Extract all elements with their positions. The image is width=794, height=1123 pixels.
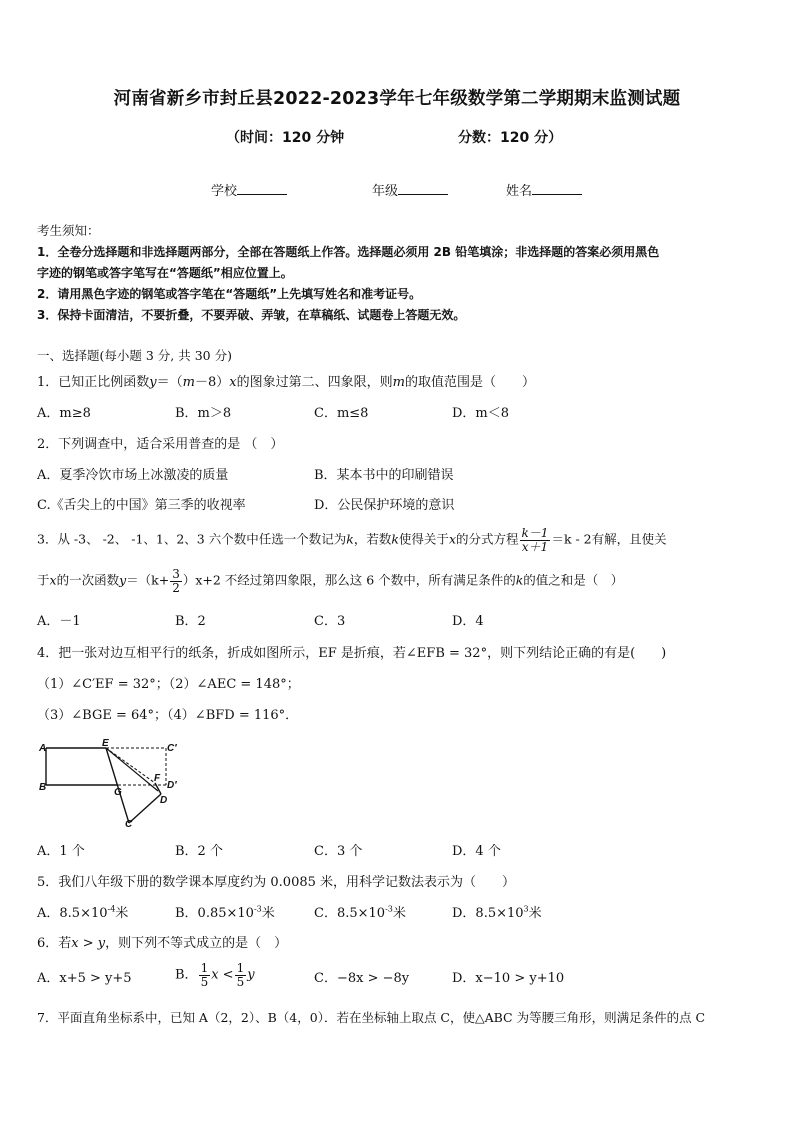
q5-option-c: C．$8.5\times 10^{-3}$米: [314, 904, 406, 921]
q4-option-b: B．2 个: [175, 844, 223, 859]
q4-point-label-b: B: [39, 782, 47, 793]
time-label: （时间：120 分钟: [226, 130, 345, 146]
q4-point-label-c-prime: C′: [167, 743, 177, 754]
q4-point-label-f: F: [154, 773, 161, 784]
q1-option-c: C．m≤8: [314, 406, 369, 421]
q4-folded-strip-figure: [36, 738, 186, 830]
name-blank: [532, 182, 582, 195]
q6-option-a: A．x+5 > y+5: [37, 971, 132, 986]
q6-option-d: D．x−10 > y+10: [452, 971, 565, 986]
q6-stem: 6．若x > y，则下列不等式成立的是（ ）: [37, 936, 288, 951]
q5-option-b: B．$0.85\times 10^{-3}$米: [175, 904, 275, 921]
q6-option-b: B． $\frac{1}{5}$ x < $\frac{1}{5}$ y: [175, 961, 255, 989]
q4-point-label-e: E: [102, 738, 109, 749]
q4-point-label-d-prime: D′: [167, 780, 177, 791]
school-blank: [237, 182, 287, 195]
q4-statement-1-2: （1）∠C′EF = 32°；（2）∠AEC = 148°；: [37, 677, 300, 692]
q1-option-d: D．m＜8: [452, 406, 510, 421]
q4-point-label-d: D: [160, 795, 168, 806]
grade-blank: [398, 182, 448, 195]
q3-line-1: 3．从 -3、 -2、 -1、1、2、3 六个数中任选一个数记为k，若数k使得关于x的分式方程 $\frac{k-1}{x+1}$ ＝k - 2有解，且使关: [37, 526, 667, 554]
notice-item-1: 1．全卷分选择题和非选择题两部分，全部在答题纸上作答。选择题必须用 2B 铅笔填涂；非选择题的答案必须用黑色: [37, 245, 660, 259]
q3-line-2: 于x的一次函数y＝（k+ $\frac{3}{2}$ ）x+2 不经过第四象限，那么这 6 个数中，所有满足条件的k的值之和是（ ）: [37, 567, 624, 595]
school-label: 学校: [211, 184, 238, 199]
grade-label: 年级: [372, 184, 399, 199]
q2-option-c: C.《舌尖上的中国》第三季的收视率: [37, 498, 246, 513]
school-field: [211, 182, 287, 200]
q4-option-c: C．3 个: [314, 844, 363, 859]
name-field: [506, 182, 582, 200]
q4-point-label-g: G: [114, 787, 122, 798]
q3-option-c: C．3: [314, 614, 346, 629]
q3-option-d: D．4: [452, 614, 484, 629]
q5-option-d: D．$8.5\times 10^3$米: [452, 904, 542, 921]
notice-heading: 考生须知：: [37, 223, 100, 238]
q7-stem: 7．平面直角坐标系中，已知 A（2，2）、B（4，0）．若在坐标轴上取点 C，使△ABC 为等腰三角形，则满足条件的点 C: [37, 1010, 706, 1025]
q4-statement-3-4: （3）∠BGE = 64°；（4）∠BFD = 116°．: [37, 708, 299, 723]
notice-item-2: 2．请用黑色字迹的钢笔或答字笔在“答题纸”上先填写姓名和准考证号。: [37, 287, 422, 301]
q4-point-label-c: C: [125, 819, 133, 830]
q4-stem: 4．把一张对边互相平行的纸条，折成如图所示，EF 是折痕，若∠EFB = 32°，则下列结论正确的有是( ): [37, 646, 667, 661]
notice-item-3: 3．保持卡面清洁，不要折叠，不要弄破、弄皱，在草稿纸、试题卷上答题无效。: [37, 308, 466, 322]
q2-option-d: D．公民保护环境的意识: [314, 498, 455, 513]
page-title: 河南省新乡市封丘县2022-2023学年七年级数学第二学期期末监测试题: [113, 89, 681, 109]
q4-option-a: A．1 个: [37, 844, 85, 859]
q2-option-a: A．夏季冷饮市场上冰激凌的质量: [37, 468, 229, 483]
score-label: 分数：120 分）: [458, 130, 563, 146]
q5-stem: 5．我们八年级下册的数学课本厚度约为 0.0085 米，用科学记数法表示为（ ）: [37, 875, 516, 890]
q3-option-a: A．－1: [37, 614, 81, 629]
q4-option-d: D．4 个: [452, 844, 501, 859]
grade-field: [372, 182, 448, 200]
q1-option-a: A．m≥8: [37, 406, 91, 421]
q2-option-b: B．某本书中的印刷错误: [314, 468, 454, 483]
q2-stem: 2．下列调查中，适合采用普查的是 （ ）: [37, 437, 284, 452]
section-heading: 一、选择题(每小题 3 分, 共 30 分): [37, 348, 232, 363]
q3-fraction: $\frac{k-1}{x+1}$: [521, 526, 549, 554]
name-label: 姓名: [506, 184, 533, 199]
q1-stem: 1．已知正比例函数y＝（m－8）x的图象过第二、四象限，则m的取值范围是（ ）: [37, 375, 535, 390]
q6-option-c: C．−8x > −8y: [314, 971, 410, 986]
notice-item-1-cont: 字迹的钢笔或答字笔写在“答题纸”相应位置上。: [37, 266, 293, 280]
q3-fraction-2: $\frac{3}{2}$: [172, 567, 180, 595]
q4-point-label-a: A: [39, 743, 47, 754]
q3-option-b: B．2: [175, 614, 206, 629]
q5-option-a: A．$8.5\times 10^{-4}$米: [37, 904, 129, 921]
q1-option-b: B．m＞8: [175, 406, 232, 421]
